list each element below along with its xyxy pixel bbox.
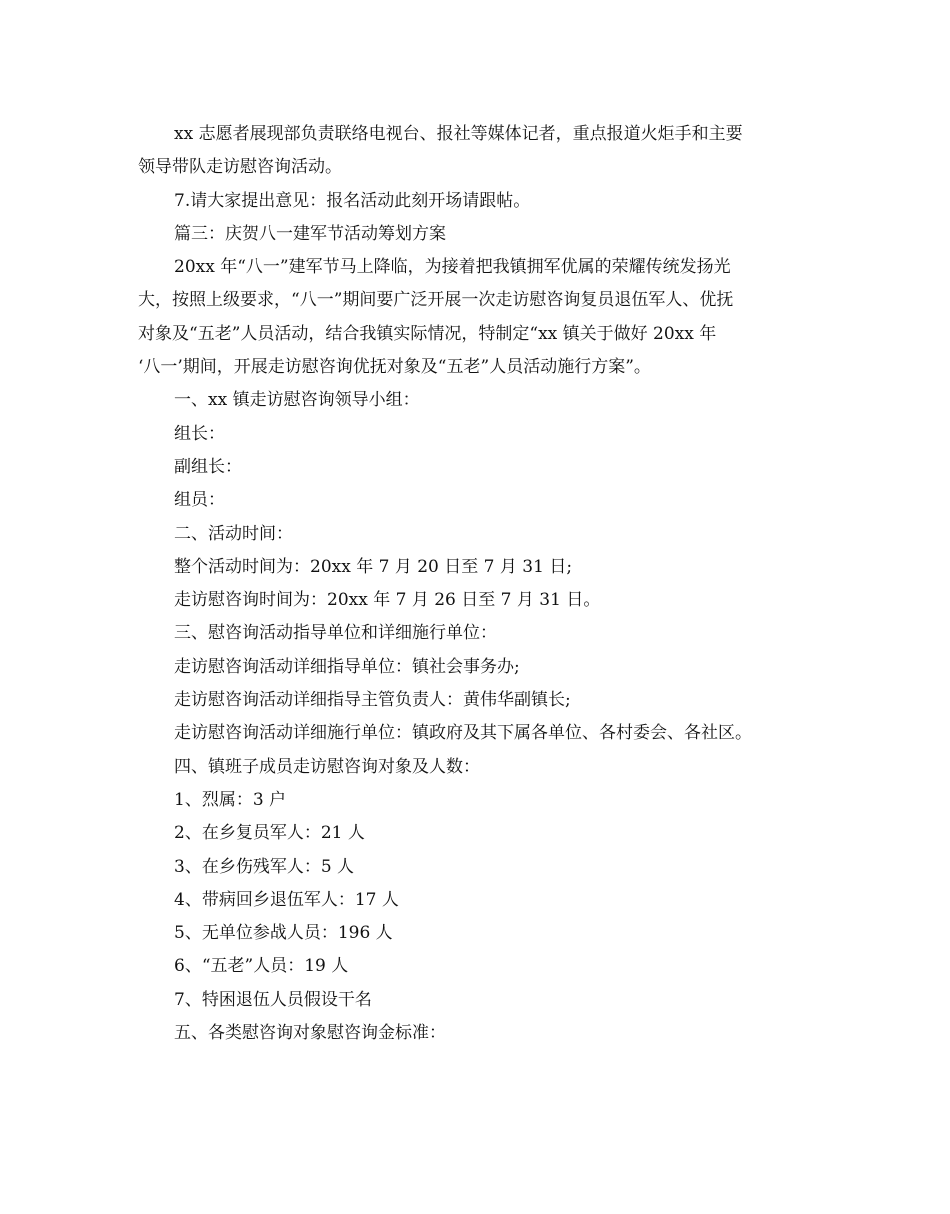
section-heading: 三、慰咨询活动指导单位和详细施行单位：	[174, 623, 497, 644]
paragraph-line: 20xx 年“八一”建军节马上降临，为接着把我镇拥军优属的荣耀传统发扬光	[174, 257, 731, 278]
list-item: 走访慰咨询活动详细指导单位：镇社会事务办;	[174, 656, 520, 677]
list-item: 走访慰咨询活动详细指导主管负责人：黄伟华副镇长;	[174, 690, 571, 711]
list-item: 整个活动时间为：20xx 年 7 月 20 日至 7 月 31 日;	[174, 556, 573, 577]
paragraph-line: 7.请大家提出意见：报名活动此刻开场请跟帖。	[174, 190, 531, 211]
section-heading: 一、xx 镇走访慰咨询领导小组：	[174, 390, 420, 411]
paragraph-line: 大，按照上级要求，“八一”期间要广泛开展一次走访慰咨询复员退伍军人、优抚	[138, 290, 734, 311]
section-heading: 二、活动时间：	[174, 523, 293, 544]
section-heading: 篇三：庆贺八一建军节活动筹划方案	[174, 223, 446, 244]
document-body	[138, 118, 816, 1050]
list-item: 组员：	[174, 490, 225, 511]
paragraph-line: 对象及“五老”人员活动，结合我镇实际情况，特制定“xx 镇关于做好 20xx 年	[138, 323, 717, 344]
list-item: 6、“五老”人员：19 人	[174, 956, 349, 977]
list-item: 4、带病回乡退伍军人：17 人	[174, 889, 399, 910]
list-item: 副组长：	[174, 456, 242, 477]
list-item: 走访慰咨询活动详细施行单位：镇政府及其下属各单位、各村委会、各社区。	[174, 723, 752, 744]
section-heading: 五、各类慰咨询对象慰咨询金标准：	[174, 1023, 446, 1044]
list-item: 走访慰咨询时间为：20xx 年 7 月 26 日至 7 月 31 日。	[174, 590, 601, 611]
list-item: 组长：	[174, 423, 225, 444]
list-item: 3、在乡伤残军人：5 人	[174, 856, 355, 877]
list-item: 5、无单位参战人员：196 人	[174, 923, 393, 944]
section-heading: 四、镇班子成员走访慰咨询对象及人数：	[174, 756, 480, 777]
list-item: 2、在乡复员军人：21 人	[174, 823, 365, 844]
list-item: 1、烈属：3 户	[174, 789, 287, 810]
list-item: 7、特困退伍人员假设干名	[174, 989, 372, 1010]
paragraph-line: 领导带队走访慰咨询活动。	[138, 157, 342, 178]
paragraph-line: xx 志愿者展现部负责联络电视台、报社等媒体记者，重点报道火炬手和主要	[174, 124, 743, 144]
paragraph-line: ‘八一’期间，开展走访慰咨询优抚对象及“五老”人员活动施行方案”。	[138, 357, 651, 378]
